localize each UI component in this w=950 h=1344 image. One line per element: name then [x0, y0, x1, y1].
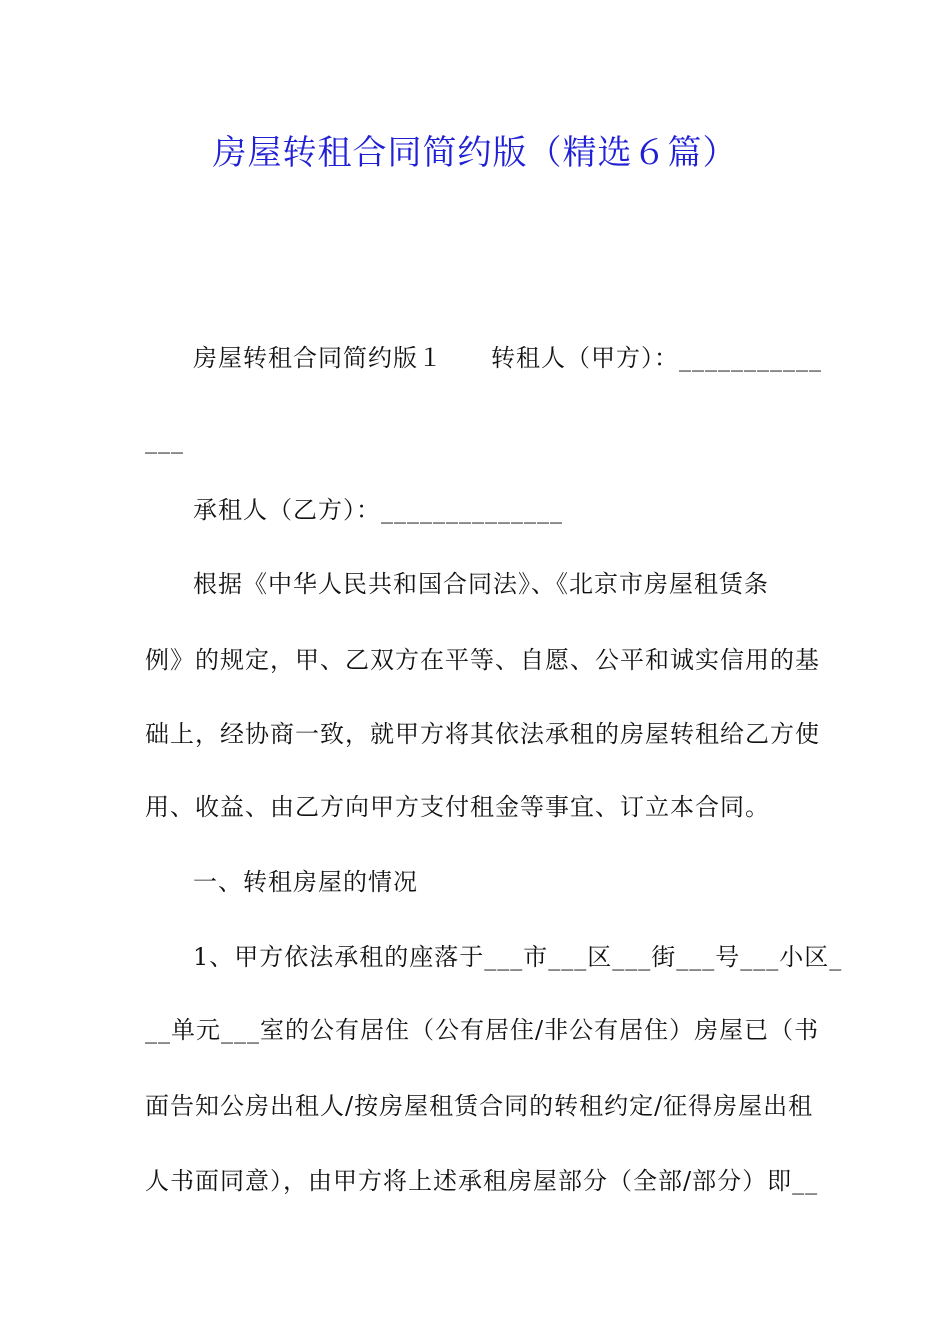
paragraph-line-10: __单元___室的公有居住（公有居住/非公有居住）房屋已（书	[145, 1016, 820, 1044]
paragraph-line-7: 用、收益、由乙方向甲方支付租金等事宜、订立本合同。	[145, 793, 770, 821]
paragraph-line-12: 人书面同意），由甲方将上述承租房屋部分（全部/部分）即__	[145, 1167, 819, 1195]
paragraph-line-2: ___	[145, 426, 184, 454]
paragraph-line-5: 例》的规定，甲、乙双方在平等、自愿、公平和诚实信用的基	[145, 646, 820, 674]
paragraph-line-4: 根据《中华人民共和国合同法》、《北京市房屋租赁条	[193, 570, 769, 598]
sublessor-field: 转租人（甲方）：___________	[491, 344, 822, 372]
paragraph-line-9: 1、甲方依法承租的座落于___市___区___街___号___小区_	[193, 943, 843, 971]
section-heading: 一、转租房屋的情况	[193, 868, 418, 896]
paragraph-line-11: 面告知公房出租人/按房屋租赁合同的转租约定/征得房屋出租	[145, 1092, 814, 1120]
paragraph-line-3: 承租人（乙方）：______________	[193, 496, 563, 524]
document-title: 房屋转租合同简约版（精选６篇）	[212, 133, 738, 173]
paragraph-line-6: 础上，经协商一致，就甲方将其依法承租的房屋转租给乙方使	[145, 720, 820, 748]
contract-heading: 房屋转租合同简约版１	[193, 344, 443, 372]
paragraph-line-1	[193, 340, 822, 376]
